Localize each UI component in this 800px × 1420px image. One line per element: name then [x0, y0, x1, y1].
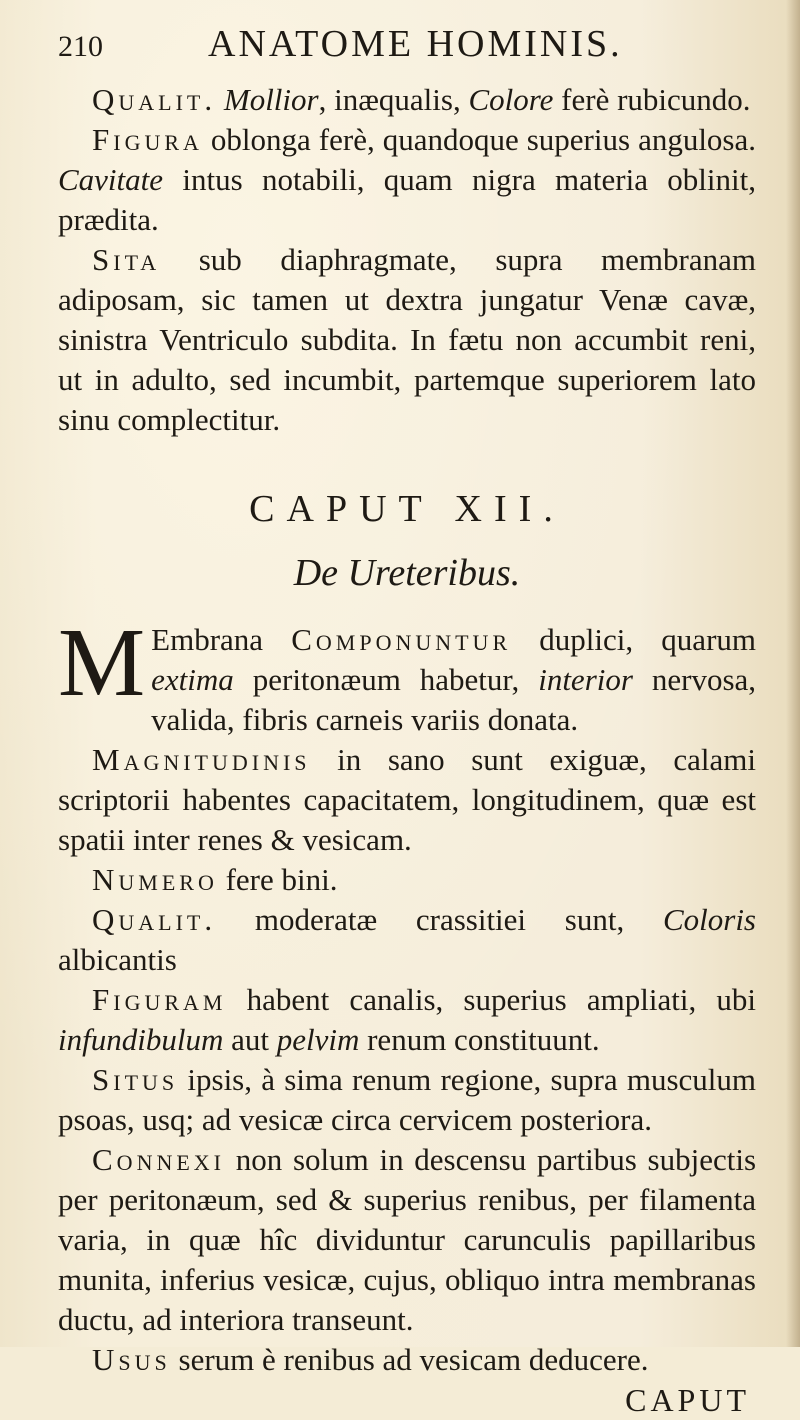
- qualit-text: , inæqualis,: [318, 82, 461, 117]
- figura-italic-term: Cavitate: [58, 162, 164, 197]
- figura-label: Figura: [92, 122, 203, 157]
- sita-label: Sita: [92, 242, 161, 277]
- figura-paragraph: [58, 120, 756, 240]
- usus-label: Usus: [92, 1342, 171, 1377]
- membrana-text-2: duplici, quarum: [539, 622, 757, 657]
- interior-italic-term: interior: [538, 662, 633, 697]
- situs-label: Situs: [92, 1062, 179, 1097]
- magnitudinis-paragraph: [58, 740, 756, 860]
- numero-label: Numero: [92, 862, 218, 897]
- figura-text-2: intus notabili, quam nigra materia oblinit, prædita.: [58, 162, 757, 237]
- situs-text: ipsis, à sima renum regione, supra musculum psoas, usq; ad vesicæ circa cervicem posteriora.: [58, 1062, 756, 1137]
- infundibulum-italic-term: infundibulum: [58, 1022, 224, 1057]
- chapter-body: [58, 609, 757, 1380]
- qualit-chapter-text-2: albicantis: [58, 942, 177, 977]
- chapter-heading: CAPUT XII.: [249, 488, 565, 530]
- qualit-paragraph: [58, 80, 756, 120]
- sita-paragraph: [58, 240, 756, 440]
- connexi-label: Connexi: [92, 1142, 225, 1177]
- membrana-text-3: peritonæum habetur,: [252, 662, 520, 697]
- membrana-paragraph: [58, 609, 757, 740]
- figuram-text-3: renum constituunt.: [367, 1022, 600, 1057]
- catchword: CAPUT: [625, 1382, 750, 1418]
- figuram-text-2: aut: [231, 1022, 269, 1057]
- qualit-italic-term: Mollior: [223, 82, 319, 117]
- running-head: [58, 22, 756, 80]
- qualit-paragraph-2: [58, 900, 756, 980]
- magnitudinis-text: in sano sunt exiguæ, calami scriptorii habentes capacitatem, longitudinem, quæ est spatii inter renes & vesicam.: [58, 742, 757, 857]
- figura-text: oblonga ferè, quandoque superius angulosa.: [210, 122, 757, 157]
- usus-paragraph: [58, 1340, 756, 1380]
- connexi-paragraph: [58, 1140, 756, 1340]
- qualit-label: Qualit.: [92, 82, 217, 117]
- qualit-text-2: ferè rubicundo.: [561, 82, 751, 117]
- running-title: ANATOME HOMINIS.: [208, 23, 623, 65]
- figuram-text: habent canalis, superius ampliati, ubi: [246, 982, 757, 1017]
- qualit-chapter-text: moderatæ crassitiei sunt,: [254, 902, 625, 937]
- membrana-text-4: nervosa, valida, fibris carneis variis donata.: [151, 662, 757, 737]
- page-number: 210: [58, 30, 103, 63]
- figuram-paragraph: [58, 980, 756, 1060]
- sita-text: sub diaphragmate, supra membranam adiposam, sic tamen ut dextra jungatur Venæ cavæ, sinistra Ventriculo subdita. In fætu non accumbit reni, ut in adulto, sed incumbit, partemque superiorem lato sinu complectitur.: [58, 242, 756, 437]
- componuntur-label: Componuntur: [291, 622, 512, 657]
- numero-paragraph: [58, 860, 756, 900]
- chapter-subheading: De Ureteribus.: [293, 552, 521, 594]
- pelvim-italic-term: pelvim: [276, 1022, 360, 1057]
- qualit-label-2: Qualit.: [92, 902, 217, 937]
- coloris-italic-term: Coloris: [662, 902, 756, 937]
- qualit-italic-term-2: Colore: [468, 82, 554, 117]
- connexi-text: non solum in descensu partibus subjectis per peritonæum, sed & superius renibus, per filamenta varia, in quæ hîc dividuntur carunculis papillaribus munita, inferius vesicæ, cujus, obliquo intra membranas ductu, ad interiora transeunt.: [58, 1142, 757, 1337]
- figuram-label: Figuram: [92, 982, 227, 1017]
- situs-paragraph: [58, 1060, 756, 1140]
- membrana-text: Embrana: [151, 622, 264, 657]
- usus-text: serum è renibus ad vesicam deducere.: [178, 1342, 649, 1377]
- extima-italic-term: extima: [151, 662, 234, 697]
- drop-cap-initial: M: [58, 609, 146, 717]
- numero-text: fere bini.: [225, 862, 338, 897]
- magnitudinis-label: Magnitudinis: [92, 742, 311, 777]
